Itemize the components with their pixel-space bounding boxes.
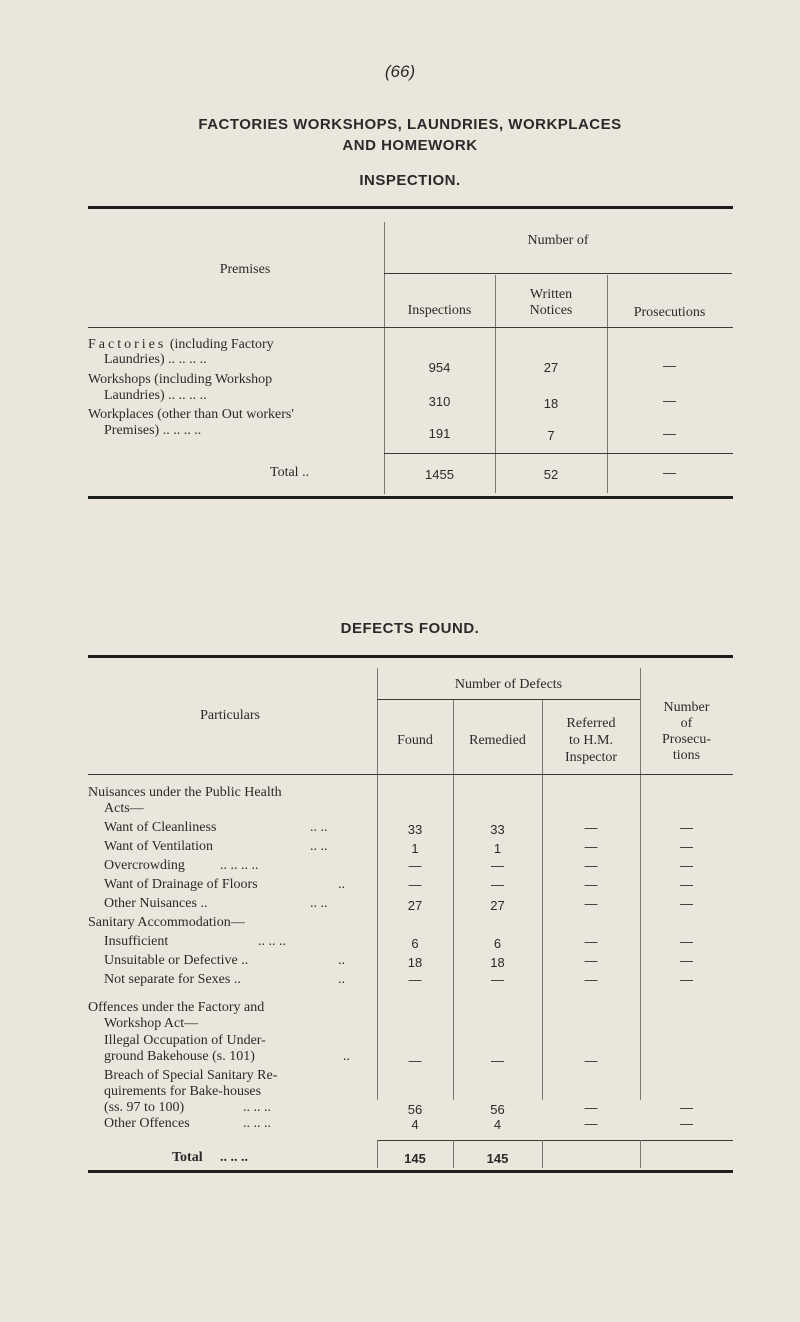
remedied-cell: — [491, 1053, 504, 1068]
referred-cell: — [584, 877, 598, 892]
leader-dots: .. .. [310, 839, 328, 854]
written-notices-cell: 27 [543, 360, 559, 375]
leader-dots: .. .. .. .. [220, 858, 259, 873]
prosecutions-cell: — [680, 858, 693, 873]
referred-cell: — [584, 858, 598, 873]
prosecutions-cell: — [680, 953, 693, 968]
prosecutions-header-line4: tions [672, 748, 701, 763]
defects-heading: DEFECTS FOUND. [340, 620, 480, 637]
prosecutions-header-line1: Number [663, 700, 710, 715]
premises-name-rest: (including Factory [169, 337, 274, 352]
defect-row-label: Illegal Occupation of Under- [104, 1033, 266, 1048]
found-cell: 27 [407, 898, 423, 913]
leader-dots: .. [338, 972, 345, 987]
inspections-cell: 191 [428, 426, 451, 441]
column-divider [542, 1140, 543, 1168]
leader-dots: .. .. .. [220, 1150, 248, 1165]
referred-header-line1: Referred [566, 716, 616, 731]
defect-row-label: Overcrowding [104, 858, 185, 873]
prosecutions-cell: — [680, 877, 693, 892]
prosecutions-cell: — [680, 1100, 693, 1115]
total-found: 145 [404, 1151, 426, 1166]
defect-row-label: Insufficient [104, 934, 169, 949]
premises-row-label: Workplaces (other than Out workers' [88, 407, 294, 422]
leader-dots: .. .. .. [243, 1100, 271, 1115]
section-heading: Sanitary Accommodation— [88, 915, 245, 930]
referred-header-line3: Inspector [564, 750, 618, 765]
written-notices-header-line1: Written [529, 287, 573, 302]
inspections-cell: 954 [428, 360, 451, 375]
written-notices-header-line2: Notices [529, 303, 573, 318]
prosecutions-cell: — [680, 972, 693, 987]
referred-cell: — [584, 896, 598, 911]
inspection-heading: INSPECTION. [359, 172, 461, 189]
premises-name: Factories [88, 337, 167, 352]
total-inspections: 1455 [425, 467, 454, 482]
leader-dots: .. .. [310, 820, 328, 835]
found-column-header: Found [397, 733, 433, 748]
section-heading-cont: Workshop Act— [104, 1016, 199, 1031]
table-top-rule [88, 655, 733, 658]
inspections-column-header: Inspections [407, 303, 472, 318]
written-notices-cell: 18 [543, 396, 559, 411]
referred-cell: — [584, 953, 598, 968]
prosecutions-cell: — [680, 896, 693, 911]
remedied-cell: — [491, 877, 504, 892]
referred-cell: — [584, 820, 598, 835]
prosecutions-cell: — [680, 934, 693, 949]
defect-row-label: Other Nuisances .. [104, 896, 208, 911]
found-cell: 6 [411, 936, 419, 951]
remedied-cell: 4 [493, 1117, 502, 1132]
defect-row-label: Want of Drainage of Floors [104, 877, 258, 892]
remedied-cell: 33 [490, 822, 505, 837]
remedied-cell: 6 [493, 936, 502, 951]
header-bottom-rule [88, 327, 733, 328]
referred-cell: — [584, 972, 598, 987]
table-bottom-rule [88, 496, 733, 499]
header-subrule [377, 699, 640, 700]
defect-row-label: Unsuitable or Defective .. [104, 953, 249, 968]
leader-dots: .. [338, 953, 345, 968]
total-remedied: 145 [486, 1151, 509, 1166]
found-cell: — [408, 877, 422, 892]
prosecutions-cell: — [680, 1116, 693, 1131]
document-title-line1: FACTORIES WORKSHOPS, LAUNDRIES, WORKPLACES [198, 116, 622, 133]
defect-row-label-cont: ground Bakehouse (s. 101) [104, 1049, 255, 1064]
prosecutions-header-line2: of [680, 716, 693, 731]
premises-row-label-cont: Laundries) .. .. .. .. [104, 388, 207, 403]
defect-row-label: Want of Cleanliness [104, 820, 217, 835]
found-cell: 4 [411, 1117, 419, 1132]
remedied-cell: 1 [493, 841, 502, 856]
found-cell: — [408, 1053, 422, 1068]
defect-row-label-cont: (ss. 97 to 100) [104, 1100, 185, 1115]
total-label: Total [172, 1150, 203, 1165]
number-of-defects-header: Number of Defects [454, 677, 563, 692]
header-subrule [384, 273, 732, 274]
found-cell: 1 [411, 841, 419, 856]
defect-row-label: Not separate for Sexes .. [104, 972, 241, 987]
remedied-cell: — [491, 972, 504, 987]
total-prosecutions: — [663, 465, 676, 480]
referred-header-line2: to H.M. [569, 733, 613, 748]
premises-row-label: Workshops (including Workshop [88, 372, 273, 387]
prosecutions-column-header: Prosecutions [633, 305, 706, 320]
prosecutions-cell: — [680, 820, 693, 835]
defect-row-label: Breach of Special Sanitary Re- [104, 1068, 278, 1083]
written-notices-cell: 7 [547, 428, 555, 443]
remedied-cell: 56 [490, 1102, 505, 1117]
remedied-cell: 27 [490, 898, 505, 913]
referred-cell: — [584, 839, 598, 854]
referred-cell: — [584, 1053, 598, 1068]
found-cell: 33 [407, 822, 423, 837]
total-label: Total .. [270, 465, 310, 480]
number-of-header: Number of [527, 233, 589, 248]
leader-dots: .. .. .. [243, 1116, 271, 1131]
referred-cell: — [584, 1116, 598, 1131]
found-cell: — [408, 972, 422, 987]
referred-cell: — [584, 1100, 598, 1115]
section-heading: Offences under the Factory and [88, 1000, 265, 1015]
document-title-line2: AND HOMEWORK [342, 137, 478, 154]
found-cell: 18 [407, 955, 423, 970]
found-cell: 56 [407, 1102, 423, 1117]
found-cell: — [408, 858, 422, 873]
inspections-cell: 310 [428, 394, 451, 409]
table-bottom-rule [88, 1170, 733, 1173]
leader-dots: .. .. [310, 896, 328, 911]
total-rule [384, 453, 733, 454]
prosecutions-cell: — [663, 426, 676, 441]
leader-dots: .. [338, 877, 345, 892]
page-number: (66) [384, 62, 416, 81]
table-top-rule [88, 206, 733, 209]
prosecutions-cell: — [663, 358, 676, 373]
remedied-cell: 18 [490, 955, 505, 970]
premises-header: Premises [219, 262, 271, 277]
referred-cell: — [584, 934, 598, 949]
column-divider [640, 1140, 641, 1168]
defect-row-label: Other Offences [104, 1116, 190, 1131]
particulars-header: Particulars [200, 708, 260, 723]
defect-row-label: Want of Ventilation [104, 839, 214, 854]
premises-row-label-cont: Premises) .. .. .. .. [104, 423, 202, 438]
prosecutions-cell: — [680, 839, 693, 854]
defect-row-label-cont: quirements for Bake-houses [104, 1084, 262, 1099]
premises-row-label-cont: Laundries) .. .. .. .. [104, 352, 207, 367]
prosecutions-cell: — [663, 393, 676, 408]
section-heading: Nuisances under the Public Health [88, 785, 282, 800]
remedied-column-header: Remedied [469, 733, 526, 748]
prosecutions-header-line3: Prosecu- [662, 732, 711, 747]
leader-dots: .. .. .. [258, 934, 286, 949]
total-rule [377, 1140, 733, 1141]
premises-row-label [88, 337, 274, 353]
remedied-cell: — [491, 858, 504, 873]
total-written-notices: 52 [543, 467, 559, 482]
section-heading-cont: Acts— [104, 801, 144, 816]
header-bottom-rule [88, 774, 733, 775]
leader-dots: .. [343, 1049, 350, 1064]
